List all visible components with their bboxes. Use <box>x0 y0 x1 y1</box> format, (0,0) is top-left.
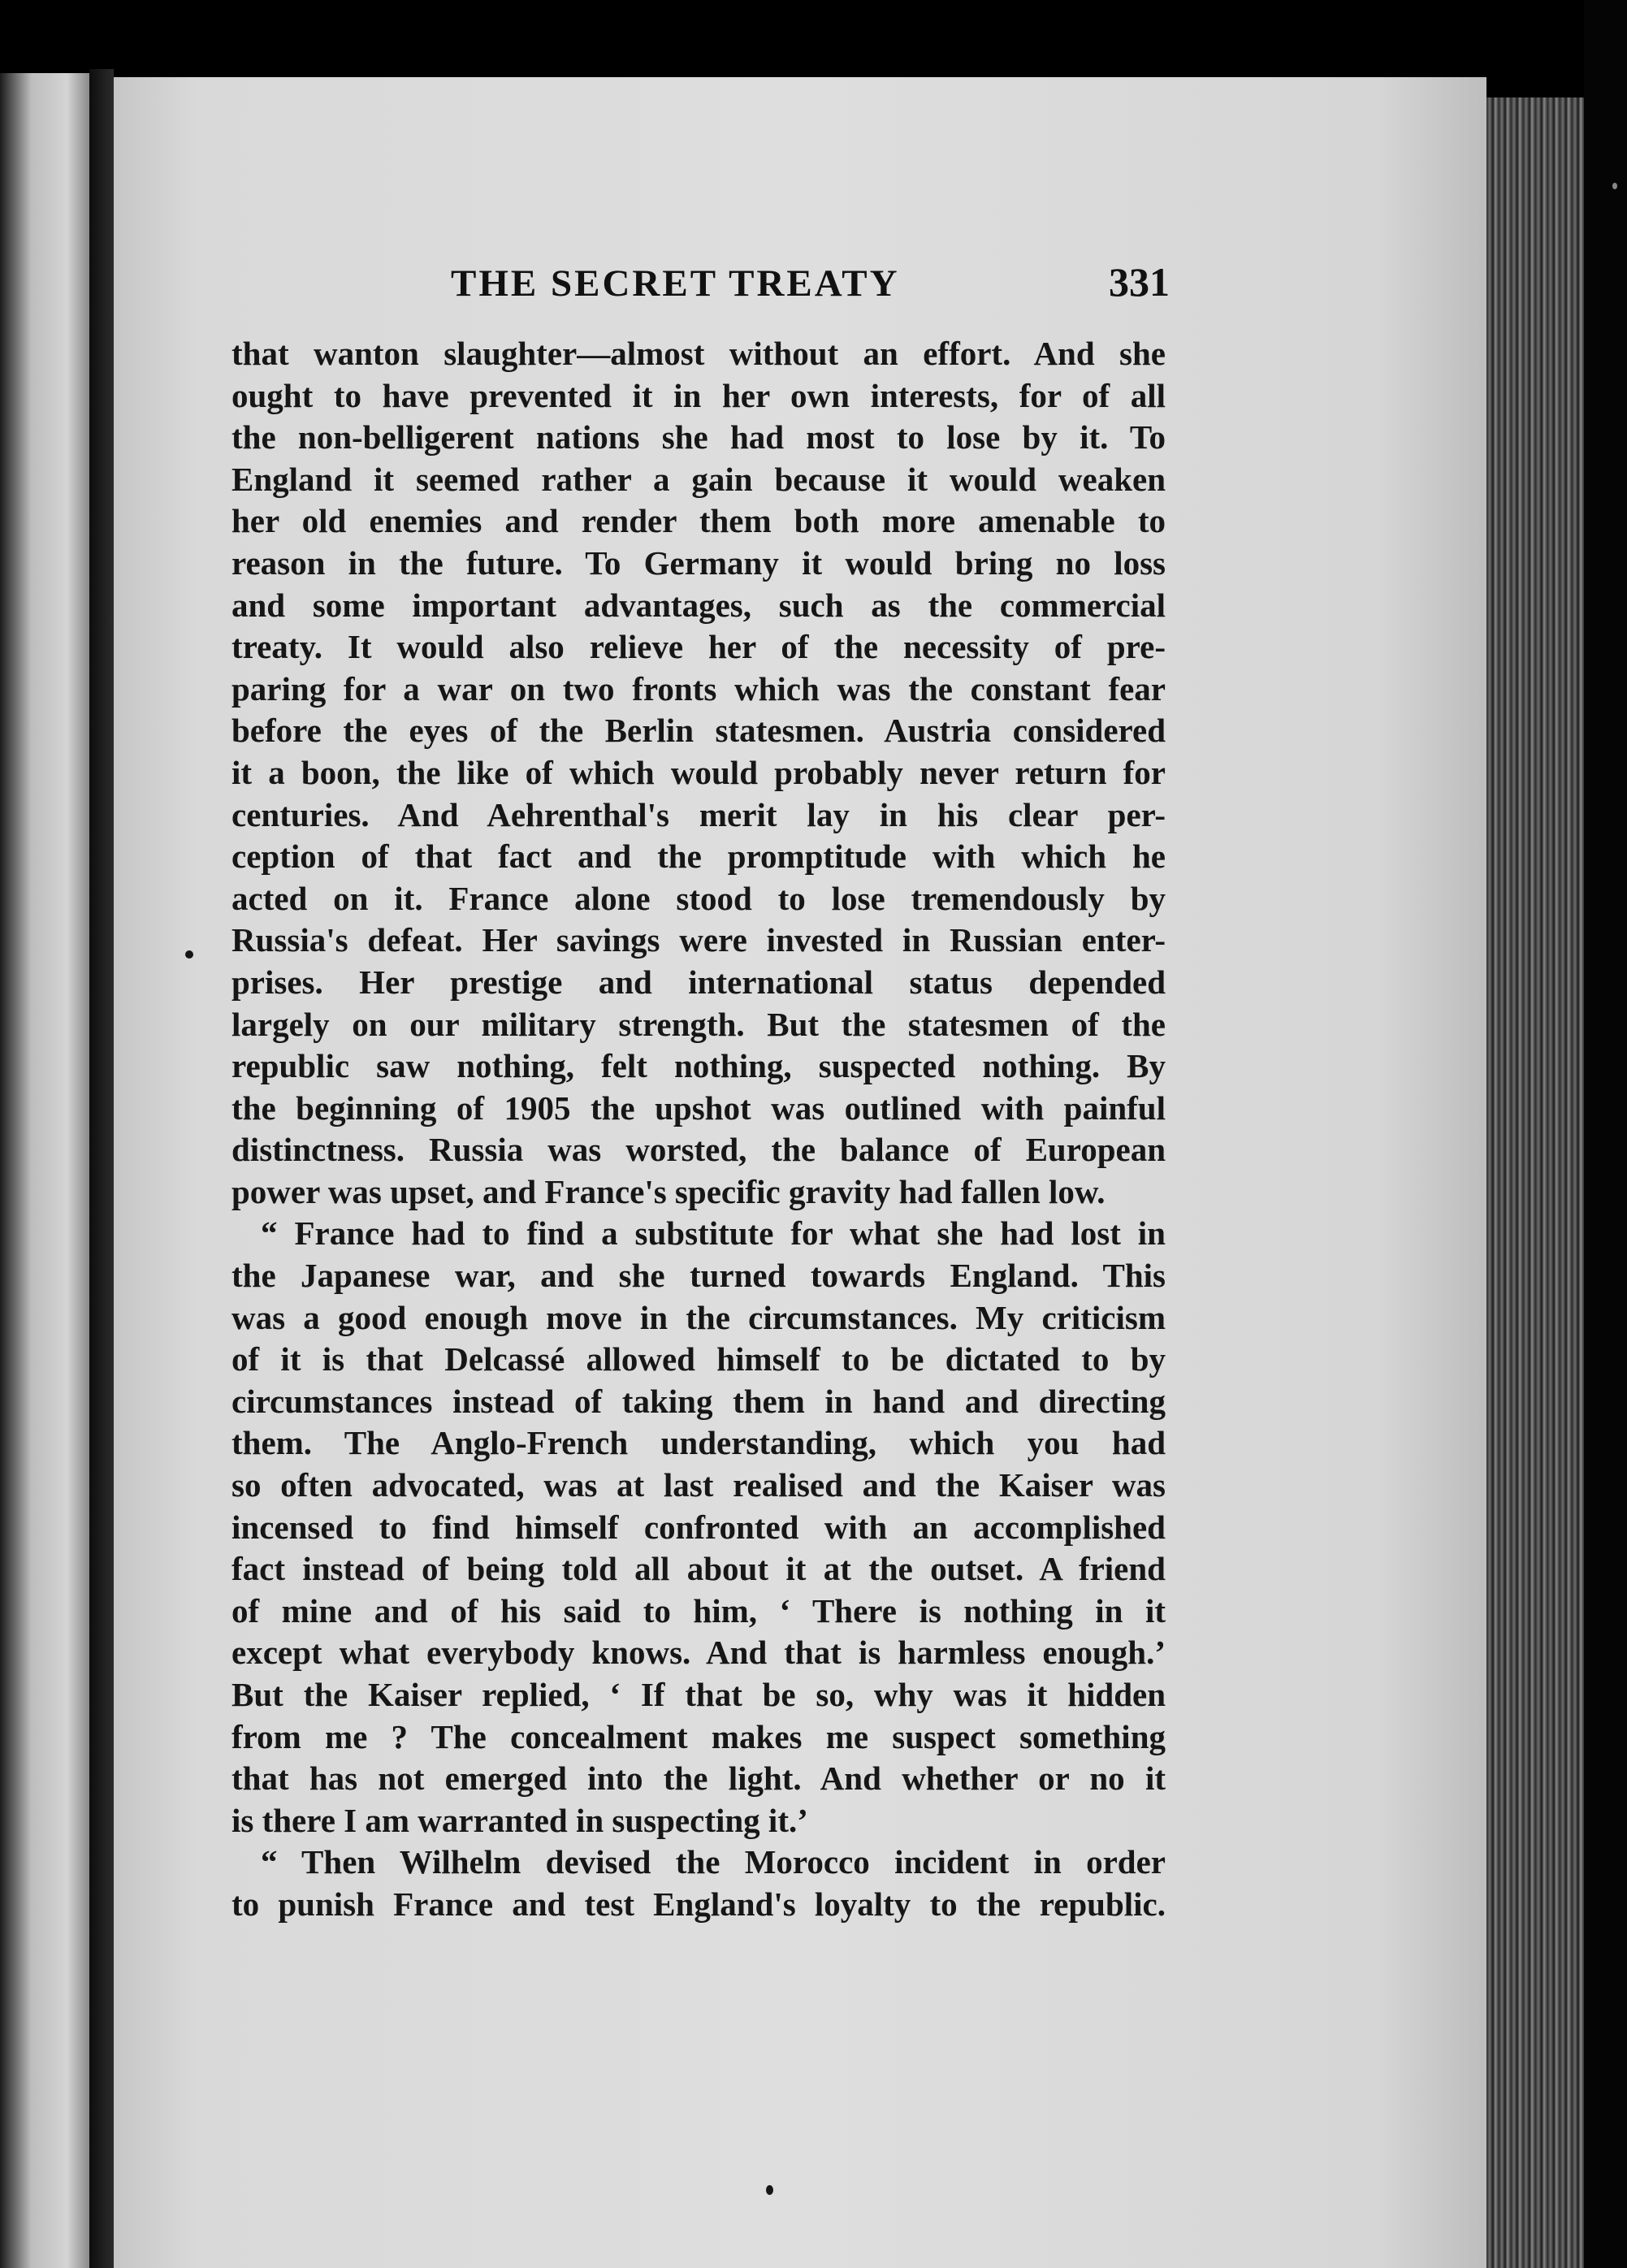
text-line: her old enemies and render them both more amenable to <box>232 502 1166 540</box>
text-line: that has not emerged into the light. And whether or no it <box>232 1759 1166 1798</box>
text-line: reason in the future. To Germany it would bring no loss <box>232 543 1166 582</box>
running-head <box>232 258 1170 305</box>
text-line: “ France had to find a substitute for what she had lost in <box>261 1214 1166 1253</box>
text-line: acted on it. France alone stood to lose tremendously by <box>232 879 1166 917</box>
page-number: 331 <box>1109 259 1170 305</box>
text-line: ception of that fact and the promptitude with which he <box>232 838 1166 876</box>
scan-top-border <box>0 0 1627 75</box>
text-line: before the eyes of the Berlin statesmen. Austria considered <box>232 712 1166 750</box>
text-line: “ Then Wilhelm devised the Morocco incident in order <box>261 1843 1166 1881</box>
text-line: prises. Her prestige and international status depended <box>232 963 1166 1001</box>
text-line: so often advocated, was at last realised and the Kaiser was <box>232 1466 1166 1504</box>
text-line: incensed to find himself confronted with an accomplished <box>232 1508 1166 1546</box>
text-line: England it seemed rather a gain because it would weaken <box>232 460 1166 498</box>
facing-page-edge <box>0 73 89 2268</box>
text-line: from me ? The concealment makes me suspect something <box>232 1717 1166 1755</box>
text-line: republic saw nothing, felt nothing, suspected nothing. By <box>232 1047 1166 1085</box>
text-line: to punish France and test England's loyalty to the republic. <box>232 1885 1166 1923</box>
text-line: the non-belligerent nations she had most to lose by it. To <box>232 418 1166 457</box>
text-line: it a boon, the like of which would probably never return for <box>232 753 1166 791</box>
text-line: Russia's defeat. Her savings were invested in Russian enter- <box>232 921 1166 959</box>
text-line: the beginning of 1905 the upshot was outlined with painful <box>232 1089 1166 1127</box>
text-line: circumstances instead of taking them in hand and directing <box>232 1382 1166 1420</box>
text-line: of it is that Delcassé allowed himself to be dictated to by <box>232 1340 1166 1379</box>
margin-speck <box>185 950 193 959</box>
text-line: and some important advantages, such as the commercial <box>232 586 1166 624</box>
text-line: distinctness. Russia was worsted, the balance of European <box>232 1131 1166 1169</box>
text-line: of mine and of his said to him, ‘ There is nothing in it <box>232 1591 1166 1630</box>
text-line: is there I am warranted in suspecting it.’ <box>232 1801 808 1839</box>
body-text <box>232 333 1166 1926</box>
text-line: treaty. It would also relieve her of the necessity of pre- <box>232 628 1166 666</box>
text-line: that wanton slaughter—almost without an effort. And she <box>232 335 1166 372</box>
text-line: them. The Anglo-French understanding, which you had <box>232 1424 1166 1462</box>
text-line: ought to have prevented it in her own interests, for of all <box>232 376 1166 414</box>
text-line: was a good enough move in the circumstances. My criticism <box>232 1298 1166 1336</box>
text-line: fact instead of being told all about it at the outset. A friend <box>232 1550 1166 1588</box>
text-line: largely on our military strength. But the statesmen of the <box>232 1005 1166 1043</box>
text-line: But the Kaiser replied, ‘ If that be so, why was it hidden <box>232 1676 1166 1713</box>
text-line: power was upset, and France's specific gravity had fallen low. <box>232 1172 1106 1210</box>
text-line: the Japanese war, and she turned towards England. This <box>232 1257 1166 1295</box>
scan-right-border <box>1584 0 1627 2268</box>
margin-speck <box>1612 183 1617 189</box>
page-stack-edge <box>1486 97 1584 2268</box>
running-title: THE SECRET TREATY <box>451 262 900 305</box>
margin-speck <box>766 2185 773 2195</box>
book-gutter <box>89 69 114 2268</box>
text-line: except what everybody knows. And that is harmless enough.’ <box>232 1634 1166 1672</box>
text-line: paring for a war on two fronts which was the constant fear <box>232 669 1166 708</box>
text-line: centuries. And Aehrenthal's merit lay in his clear per- <box>232 795 1166 833</box>
